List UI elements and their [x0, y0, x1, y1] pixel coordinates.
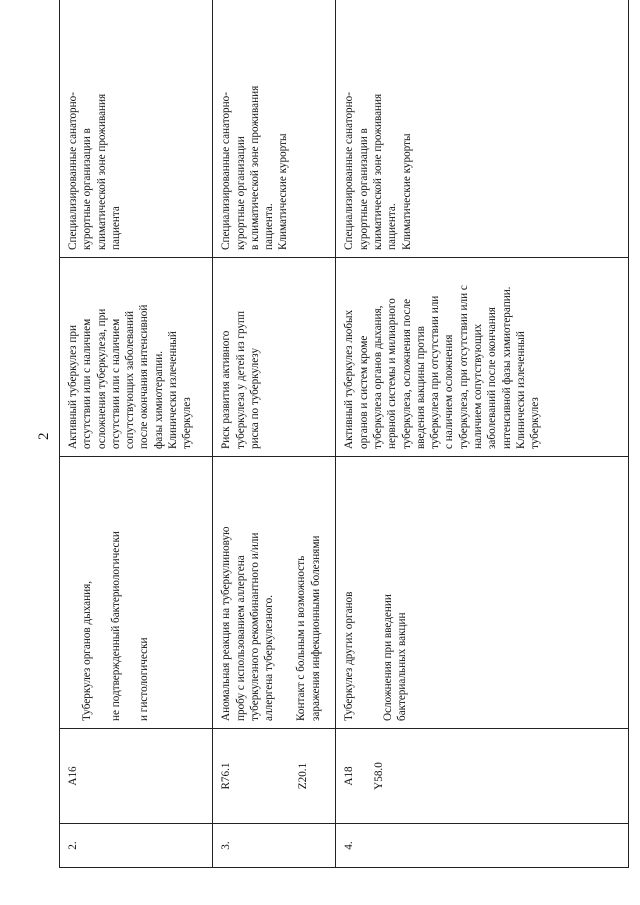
condition-cell: Риск развития активного туберкулеза у детей из групп риска по туберкулезу [213, 258, 336, 457]
diagnosis-text: Туберкулез органов дыхания, [81, 580, 94, 721]
diagnosis-text: не подтвержденный бактериологически [109, 531, 122, 721]
icd-code-cell [60, 729, 213, 824]
row-number: 4. [336, 824, 629, 868]
diagnosis-cell [60, 457, 213, 729]
diagnosis-cell [213, 457, 336, 729]
row-number: 2. [60, 824, 213, 868]
icd-code: Z20.1 [296, 762, 309, 790]
condition-cell: Активный туберкулез при отсутствии или с наличием осложнения туберкулеза, при отсутствии или с наличием сопутствующих заболеваний после окончания интенсивной фазы химиотерапии. Клинически излеченный туберкулез [60, 258, 213, 457]
page-number: 2 [36, 432, 52, 440]
icd-code-cell [213, 729, 336, 824]
icd-code: Y58.0 [372, 762, 385, 790]
diagnosis-text: Аномальная реакция на туберкулиновую пробу с использованием аллергена туберкулезного рекомбинантного и/или аллергена туберкулезного. [220, 526, 276, 721]
diagnosis-text: Туберкулез других органов [343, 591, 356, 721]
condition-cell: Активный туберкулез любых органов и систем кроме туберкулеза органов дыхания, нервной системы и милиарного туберкулеза, осложнения после введения вакцины против туберкулеза при отсутствии или с наличием осложнения туберкулеза, при отсутствии или с наличием сопутствующих заболеваний после окончания интенсивной фазы химиотерапии. Клинически излеченный туберкулез [336, 258, 629, 457]
resort-cell: Специализированные санаторно- курортные организации в климатической зоне проживания пациента. Климатические курорты [336, 0, 629, 258]
diagnosis-text: Осложнения при введении бактериальных вакцин [381, 594, 408, 721]
diagnosis-cell [336, 457, 629, 729]
row-number: 3. [213, 824, 336, 868]
diagnosis-text: и гистологически [138, 637, 151, 721]
rotated-table-wrapper [59, 43, 629, 868]
resort-cell: Специализированные санаторно- курортные организации в климатической зоне проживания пациента. Климатические курорты [213, 0, 336, 258]
icd-code: A16 [67, 766, 79, 786]
treatment-table [59, 0, 629, 868]
icd-code-cell [336, 729, 629, 824]
table-row [213, 0, 336, 868]
diagnosis-text: Контакт с больным и возможность заражения инфекционными болезнями [295, 535, 322, 721]
icd-code: A18 [343, 766, 356, 786]
resort-cell: Специализированные санаторно- курортные организации в климатической зоне проживания пациента [60, 0, 213, 258]
icd-code: R76.1 [220, 762, 233, 790]
table-row [336, 0, 629, 868]
table-row [60, 0, 213, 868]
